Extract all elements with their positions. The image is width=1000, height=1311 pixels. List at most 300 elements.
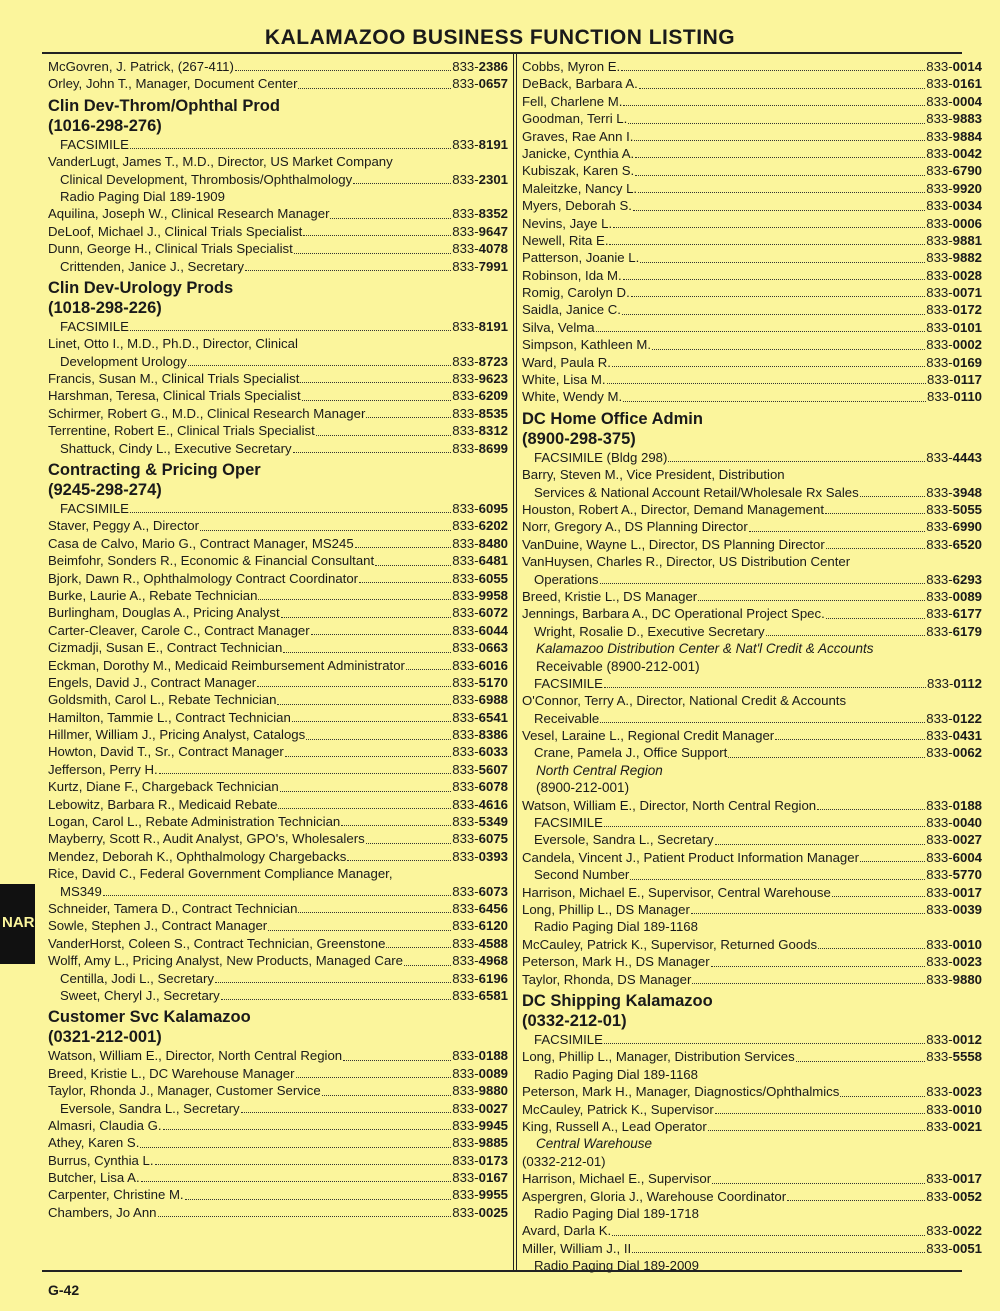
phone-exchange: 833- — [452, 883, 479, 899]
entry-phone — [926, 301, 982, 318]
phone-extension: 0167 — [478, 1170, 508, 1186]
directory-entry — [522, 388, 982, 405]
subsection-heading: Kalamazoo Distribution Center & Nat'l Credit & Accounts — [536, 641, 874, 657]
entry-name: Norr, Gregory A., DS Planning Director — [522, 519, 748, 535]
dot-leader — [366, 417, 451, 418]
entry-phone — [452, 883, 508, 900]
phone-extension: 5349 — [478, 814, 508, 830]
phone-extension: 0012 — [952, 1031, 982, 1047]
entry-phone — [452, 952, 508, 969]
subsection-code: Receivable (8900-212-001) — [536, 658, 700, 674]
directory-entry — [522, 284, 982, 301]
entry-name: Development Urology — [60, 353, 187, 369]
entry-name: Receivable — [534, 710, 600, 726]
dot-leader — [130, 512, 451, 513]
dot-leader — [604, 1043, 925, 1044]
phone-extension: 6293 — [952, 571, 982, 587]
entry-phone — [452, 778, 508, 795]
phone-exchange: 833- — [452, 518, 479, 534]
directory-entry — [48, 75, 508, 92]
entry-phone — [452, 370, 508, 387]
dot-leader — [607, 383, 926, 384]
directory-entry — [522, 197, 982, 214]
entry-phone — [926, 180, 982, 197]
bottom-rule — [42, 1270, 962, 1272]
phone-extension: 0002 — [952, 337, 982, 353]
phone-exchange: 833- — [452, 987, 479, 1003]
phone-extension: 6520 — [952, 536, 982, 552]
phone-exchange: 833- — [452, 779, 479, 795]
entry-name: Staver, Peggy A., Director — [48, 518, 199, 534]
dot-leader — [635, 175, 925, 176]
directory-entry — [522, 501, 982, 518]
phone-exchange: 833- — [926, 215, 953, 231]
directory-entry — [522, 953, 982, 970]
phone-extension: 0110 — [953, 389, 982, 405]
dot-leader — [241, 1112, 452, 1113]
entry-phone — [926, 814, 982, 831]
dot-leader — [692, 983, 925, 984]
entry-name: Logan, Carol L., Rebate Administration Technician — [48, 814, 341, 830]
entry-name: Eversole, Sandra L., Secretary — [60, 1100, 240, 1116]
entry-name: Graves, Rae Ann I. — [522, 128, 634, 144]
phone-extension: 6202 — [478, 518, 508, 534]
phone-exchange: 833- — [452, 440, 479, 456]
entry-phone — [452, 657, 508, 674]
directory-entry — [522, 128, 982, 145]
phone-exchange: 833- — [926, 163, 953, 179]
entry-name: Services & National Account Retail/Wholesale Rx Sales — [534, 484, 859, 500]
entry-phone — [452, 258, 508, 275]
phone-extension: 4078 — [478, 241, 508, 257]
directory-entry — [48, 726, 508, 743]
phone-exchange: 833- — [926, 501, 953, 517]
phone-extension: 0112 — [953, 675, 982, 691]
directory-entry — [522, 710, 982, 727]
entry-name: MS349 — [60, 883, 102, 899]
directory-entry — [48, 1152, 508, 1169]
entry-name: Eckman, Dorothy M., Medicaid Reimbursement Administrator — [48, 657, 405, 673]
entry-name: White, Wendy M. — [522, 389, 623, 405]
phone-extension: 6209 — [478, 388, 508, 404]
phone-extension: 6541 — [478, 709, 508, 725]
entry-phone — [452, 58, 508, 75]
section-heading: DC Home Office Admin — [522, 409, 703, 428]
phone-extension: 0393 — [478, 848, 508, 864]
section-heading: (0321-212-001) — [48, 1028, 162, 1047]
entry-phone — [452, 848, 508, 865]
phone-exchange: 833- — [452, 605, 479, 621]
entry-name: Janicke, Cynthia A. — [522, 145, 635, 161]
dot-leader — [347, 860, 451, 861]
dot-leader — [826, 548, 926, 549]
dot-leader — [343, 1060, 451, 1061]
phone-extension: 0010 — [952, 936, 982, 952]
phone-exchange: 833- — [452, 640, 479, 656]
entry-name: Robinson, Ida M. — [522, 267, 622, 283]
phone-exchange: 833- — [452, 1135, 479, 1151]
entry-name: Harrison, Michael E., Supervisor, Central Warehouse — [522, 884, 831, 900]
entry-name: Second Number — [534, 867, 630, 883]
entry-phone — [926, 501, 982, 518]
entry-name: Almasri, Claudia G. — [48, 1117, 162, 1133]
phone-exchange: 833- — [452, 935, 479, 951]
phone-extension: 0023 — [952, 954, 982, 970]
phone-exchange: 833- — [452, 405, 479, 421]
dot-leader — [600, 722, 925, 723]
dot-leader — [640, 262, 925, 263]
phone-exchange: 833- — [926, 954, 953, 970]
phone-extension: 6078 — [478, 779, 508, 795]
directory-entry — [522, 1031, 982, 1048]
entry-phone — [926, 518, 982, 535]
phone-exchange: 833- — [926, 971, 953, 987]
entry-phone — [452, 796, 508, 813]
dot-leader — [215, 982, 451, 983]
directory-entry — [48, 778, 508, 795]
entry-name: Newell, Rita E. — [522, 232, 609, 248]
phone-extension: 6481 — [478, 553, 508, 569]
section-tab-label: NAR — [2, 914, 35, 931]
phone-extension: 0051 — [952, 1240, 982, 1256]
entry-name: Watson, William E., Director, North Central Region — [48, 1048, 343, 1064]
entry-name: Cizmadji, Susan E., Contract Technician — [48, 640, 283, 656]
phone-exchange: 833- — [926, 1171, 953, 1187]
phone-extension: 5770 — [952, 867, 982, 883]
entry-text: Barry, Steven M., Vice President, Distribution — [522, 467, 785, 483]
page-title: KALAMAZOO BUSINESS FUNCTION LISTING — [264, 26, 736, 49]
dot-leader — [633, 210, 925, 211]
directory-entry — [48, 223, 508, 240]
entry-phone — [926, 336, 982, 353]
directory-entry — [522, 675, 982, 692]
dot-leader — [826, 618, 926, 619]
entry-name: Carpenter, Christine M. — [48, 1187, 184, 1203]
entry-phone — [926, 536, 982, 553]
phone-extension: 9885 — [478, 1135, 508, 1151]
directory-entry — [522, 727, 982, 744]
phone-extension: 0052 — [952, 1188, 982, 1204]
directory-entry — [48, 830, 508, 847]
entry-name: DeBack, Barbara A. — [522, 76, 638, 92]
phone-extension: 0004 — [952, 93, 982, 109]
phone-extension: 3948 — [952, 484, 982, 500]
directory-entry — [48, 917, 508, 934]
phone-extension: 0027 — [478, 1100, 508, 1116]
dot-leader — [366, 843, 452, 844]
dot-leader — [300, 382, 451, 383]
directory-entry — [48, 422, 508, 439]
phone-extension: 8480 — [478, 535, 508, 551]
entry-name: Shattuck, Cindy L., Executive Secretary — [60, 440, 292, 456]
phone-extension: 0172 — [952, 302, 982, 318]
dot-leader — [302, 400, 452, 401]
section-heading: (8900-298-375) — [522, 429, 636, 448]
entry-text: Radio Paging Dial 189-1718 — [534, 1205, 699, 1221]
dot-leader — [103, 895, 451, 896]
entry-phone — [926, 110, 982, 127]
entry-phone — [452, 1100, 508, 1117]
phone-exchange: 833- — [926, 745, 953, 761]
entry-name: Hamilton, Tammie L., Contract Technician — [48, 709, 291, 725]
phone-extension: 0022 — [952, 1223, 982, 1239]
entry-phone — [452, 970, 508, 987]
entry-name: Long, Phillip L., Manager, Distribution Services — [522, 1049, 795, 1065]
dot-leader — [715, 1113, 925, 1114]
phone-exchange: 833- — [926, 588, 953, 604]
phone-exchange: 833- — [452, 1152, 479, 1168]
entry-text: VanHuysen, Charles R., Director, US Distribution Center — [522, 554, 851, 570]
entry-name: Cobbs, Myron E. — [522, 58, 621, 74]
phone-exchange: 833- — [926, 111, 953, 127]
entry-phone — [926, 571, 982, 588]
dot-leader — [257, 686, 451, 687]
phone-exchange: 833- — [452, 692, 479, 708]
entry-phone — [452, 223, 508, 240]
directory-entry — [48, 258, 508, 275]
phone-exchange: 833- — [926, 128, 953, 144]
phone-exchange: 833- — [452, 58, 479, 74]
entry-name: Sweet, Cheryl J., Secretary — [60, 987, 220, 1003]
directory-entry — [48, 58, 508, 75]
phone-exchange: 833- — [926, 180, 953, 196]
phone-exchange: 833- — [452, 1117, 479, 1133]
phone-exchange: 833- — [926, 484, 953, 500]
directory-entry — [522, 1101, 982, 1118]
dot-leader — [353, 183, 451, 184]
entry-phone — [927, 388, 982, 405]
entry-phone — [452, 743, 508, 760]
entry-phone — [452, 1117, 508, 1134]
directory-entry — [522, 301, 982, 318]
phone-exchange: 833- — [926, 867, 953, 883]
entry-name: Peterson, Mark H., Manager, Diagnostics/Ophthalmics — [522, 1084, 840, 1100]
dot-leader — [386, 947, 451, 948]
entry-name: Harshman, Teresa, Clinical Trials Specialist — [48, 388, 301, 404]
phone-extension: 4968 — [478, 953, 508, 969]
phone-extension: 0089 — [478, 1065, 508, 1081]
directory-entry — [522, 518, 982, 535]
entry-phone — [452, 1065, 508, 1082]
entry-name: FACSIMILE — [60, 136, 129, 152]
section-heading: (0332-212-01) — [522, 1011, 627, 1030]
entry-phone — [926, 162, 982, 179]
phone-exchange: 833- — [452, 953, 479, 969]
entry-name: Butcher, Lisa A. — [48, 1170, 140, 1186]
entry-name: FACSIMILE (Bldg 298) — [534, 449, 668, 465]
dot-leader — [280, 791, 452, 792]
phone-extension: 0023 — [952, 1084, 982, 1100]
entry-phone — [926, 936, 982, 953]
entry-phone — [452, 353, 508, 370]
phone-extension: 0062 — [952, 745, 982, 761]
entry-name: Jennings, Barbara A., DC Operational Project Spec. — [522, 606, 825, 622]
dot-leader — [631, 296, 926, 297]
phone-extension: 9880 — [478, 1083, 508, 1099]
directory-entry — [48, 1204, 508, 1221]
dot-leader — [359, 582, 451, 583]
section-heading: (1016-298-276) — [48, 116, 162, 135]
directory-entry — [522, 1083, 982, 1100]
phone-exchange: 833- — [926, 1223, 953, 1239]
phone-extension: 8386 — [478, 727, 508, 743]
dot-leader — [278, 808, 451, 809]
dot-leader — [303, 235, 451, 236]
entry-phone — [926, 284, 982, 301]
entry-name: McGovren, J. Patrick, (267-411) — [48, 58, 234, 74]
entry-phone — [452, 1082, 508, 1099]
phone-extension: 6095 — [478, 501, 508, 517]
phone-exchange: 833- — [452, 258, 479, 274]
dot-leader — [294, 253, 451, 254]
dot-leader — [322, 1095, 452, 1096]
directory-entry — [522, 232, 982, 249]
entry-phone — [926, 884, 982, 901]
dot-leader — [158, 1216, 452, 1217]
phone-extension: 8312 — [478, 423, 508, 439]
phone-extension: 0017 — [952, 884, 982, 900]
phone-exchange: 833- — [926, 536, 953, 552]
entry-name: FACSIMILE — [534, 1031, 603, 1047]
dot-leader — [604, 826, 925, 827]
phone-exchange: 833- — [926, 337, 953, 353]
directory-entry — [48, 657, 508, 674]
directory-entry — [48, 552, 508, 569]
entry-name: Watson, William E., Director, North Central Region — [522, 797, 817, 813]
directory-entry — [48, 171, 508, 188]
phone-extension: 2386 — [478, 58, 508, 74]
entry-phone — [452, 387, 508, 404]
phone-extension: 6988 — [478, 692, 508, 708]
phone-extension: 9882 — [952, 250, 982, 266]
directory-entry — [522, 605, 982, 622]
entry-phone — [452, 405, 508, 422]
directory-entry — [522, 110, 982, 127]
directory-entry — [522, 162, 982, 179]
directory-entry — [48, 535, 508, 552]
entry-phone — [452, 440, 508, 457]
phone-exchange: 833- — [926, 675, 954, 691]
entry-text: O'Connor, Terry A., Director, National Credit & Accounts — [522, 693, 847, 709]
phone-extension: 5055 — [952, 501, 982, 517]
entry-text: Radio Paging Dial 189-1909 — [60, 188, 225, 204]
entry-phone — [926, 232, 982, 249]
directory-entry — [48, 1100, 508, 1117]
phone-exchange: 833- — [452, 901, 479, 916]
phone-extension: 9955 — [478, 1187, 508, 1203]
phone-extension: 6004 — [952, 849, 982, 865]
directory-entry — [48, 405, 508, 422]
entry-name: Wolff, Amy L., Pricing Analyst, New Products, Managed Care — [48, 953, 403, 969]
entry-phone — [926, 449, 982, 466]
entry-phone — [452, 570, 508, 587]
entry-name: Wright, Rosalie D., Executive Secretary — [534, 623, 765, 639]
dot-leader — [612, 366, 925, 367]
entry-name: Clinical Development, Thrombosis/Ophthalmology — [60, 171, 353, 187]
dot-leader — [163, 1129, 452, 1130]
directory-entry — [48, 622, 508, 639]
phone-extension: 6456 — [478, 901, 508, 916]
dot-leader — [715, 844, 926, 845]
entry-name: Francis, Susan M., Clinical Trials Specialist — [48, 371, 300, 387]
column-divider-2 — [516, 54, 517, 1270]
phone-extension: 0027 — [952, 832, 982, 848]
directory-entry — [48, 587, 508, 604]
phone-exchange: 833- — [926, 1118, 953, 1134]
directory-entry — [522, 901, 982, 918]
entry-phone — [926, 75, 982, 92]
dot-leader — [298, 88, 451, 89]
directory-entry — [48, 517, 508, 534]
phone-exchange: 833- — [926, 797, 953, 813]
directory-entry — [522, 814, 982, 831]
entry-name: Harrison, Michael E., Supervisor — [522, 1171, 712, 1187]
section-tab[interactable] — [0, 884, 35, 964]
entry-phone — [926, 797, 982, 814]
entry-name: Kurtz, Diane F., Chargeback Technician — [48, 779, 279, 795]
directory-entry — [48, 1047, 508, 1064]
phone-exchange: 833- — [452, 727, 479, 743]
entry-phone — [926, 623, 982, 640]
phone-exchange: 833- — [926, 145, 953, 161]
phone-extension: 0021 — [952, 1118, 982, 1134]
entry-phone — [926, 145, 982, 162]
phone-exchange: 833- — [926, 1101, 953, 1117]
entry-name: Fell, Charlene M. — [522, 93, 623, 109]
directory-entry — [48, 1186, 508, 1203]
phone-exchange: 833- — [926, 1240, 953, 1256]
phone-extension: 9958 — [478, 587, 508, 603]
directory-entry — [48, 353, 508, 370]
phone-extension: 4443 — [952, 449, 982, 465]
dot-leader — [708, 1130, 926, 1131]
entry-name: McCauley, Patrick K., Supervisor, Returned Goods — [522, 936, 818, 952]
entry-phone — [926, 953, 982, 970]
directory-entry — [522, 1222, 982, 1239]
phone-exchange: 833- — [926, 884, 953, 900]
phone-exchange: 833- — [452, 136, 479, 152]
phone-exchange: 833- — [452, 206, 479, 222]
entry-name: White, Lisa M. — [522, 372, 606, 388]
phone-extension: 0006 — [952, 215, 982, 231]
dot-leader — [818, 948, 925, 949]
entry-phone — [926, 710, 982, 727]
phone-extension: 0122 — [952, 710, 982, 726]
dot-leader — [281, 617, 452, 618]
dot-leader — [375, 565, 451, 566]
directory-entry — [522, 1048, 982, 1065]
directory-entry — [522, 336, 982, 353]
dot-leader — [185, 1199, 452, 1200]
phone-extension: 7991 — [478, 258, 508, 274]
phone-extension: 6177 — [952, 606, 982, 622]
phone-exchange: 833- — [452, 1204, 479, 1220]
section-heading: Customer Svc Kalamazoo — [48, 1008, 251, 1027]
entry-name: FACSIMILE — [534, 815, 603, 831]
phone-extension: 6179 — [952, 623, 982, 639]
entry-name: Bjork, Dawn R., Ophthalmology Contract Coordinator — [48, 570, 359, 586]
entry-phone — [926, 1101, 982, 1118]
dot-leader — [712, 1183, 925, 1184]
entry-phone — [926, 267, 982, 284]
phone-extension: 0169 — [952, 354, 982, 370]
phone-extension: 0071 — [952, 285, 982, 301]
dot-leader — [277, 704, 451, 705]
phone-exchange: 833- — [926, 285, 953, 301]
dot-leader — [188, 365, 451, 366]
directory-entry — [48, 500, 508, 517]
dot-leader — [711, 966, 926, 967]
